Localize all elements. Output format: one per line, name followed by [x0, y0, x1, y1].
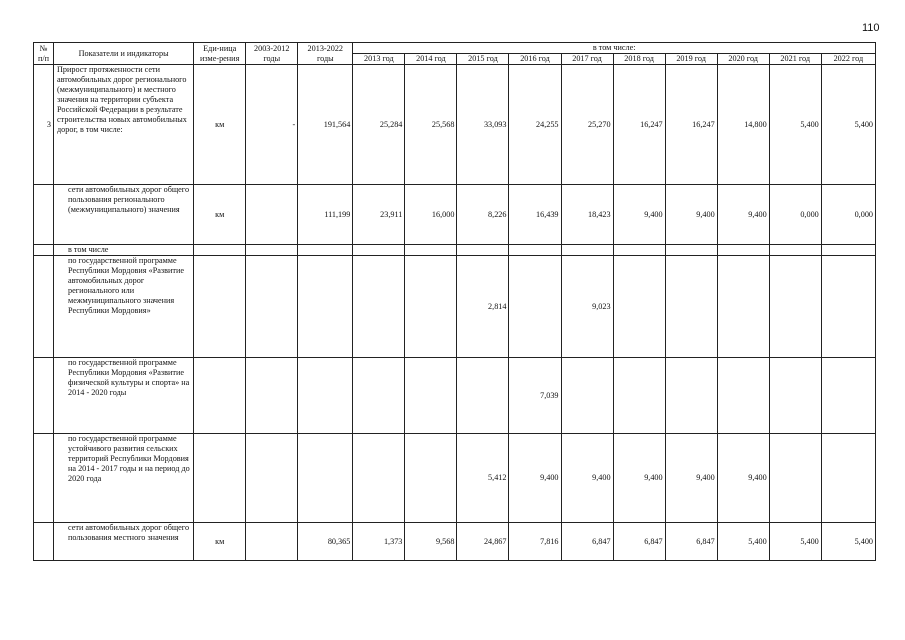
year-value	[405, 434, 457, 523]
year-value: 9,023	[561, 256, 613, 358]
table-row	[34, 65, 876, 185]
year-value: 7,816	[509, 523, 561, 561]
table-body	[34, 65, 876, 561]
year-value: 6,847	[665, 523, 717, 561]
year-value	[665, 245, 717, 256]
year-value: 16,000	[405, 185, 457, 245]
year-value: 9,400	[561, 434, 613, 523]
year-value: 5,412	[457, 434, 509, 523]
year-value	[821, 245, 875, 256]
table-row	[34, 245, 876, 256]
year-header: 2021 год	[769, 54, 821, 65]
period2-value	[298, 358, 353, 434]
year-value: 0,000	[821, 185, 875, 245]
year-value: 5,400	[821, 523, 875, 561]
year-value: 18,423	[561, 185, 613, 245]
year-value: 16,247	[665, 65, 717, 185]
year-value	[613, 256, 665, 358]
col-indicator-header: Показатели и индикаторы	[54, 43, 194, 65]
unit-cell	[194, 358, 246, 434]
row-number	[34, 358, 54, 434]
col-unit-header: Еди-ница изме-рения	[194, 43, 246, 65]
year-value: 24,255	[509, 65, 561, 185]
year-header: 2014 год	[405, 54, 457, 65]
year-value: 5,400	[717, 523, 769, 561]
row-number	[34, 245, 54, 256]
table-row	[34, 523, 876, 561]
unit-cell	[194, 434, 246, 523]
year-value: 16,247	[613, 65, 665, 185]
indicator-label: по государственной программе устойчивого развития сельских территорий Республики Мордовия на 2014 - 2017 годы и на период до 2020 года	[54, 434, 194, 523]
period1-value	[246, 523, 298, 561]
year-header: 2020 год	[717, 54, 769, 65]
year-value	[353, 245, 405, 256]
year-header: 2022 год	[821, 54, 875, 65]
year-value: 5,400	[769, 65, 821, 185]
row-number: 3	[34, 65, 54, 185]
year-value: 9,400	[717, 185, 769, 245]
year-value: 9,400	[717, 434, 769, 523]
indicator-label: Прирост протяженности сети автомобильных дорог регионального (межмуниципального) и местного значения на территории субъекта Российской Федерации в результате строительства новых автомобильных дорог, в том числе:	[54, 65, 194, 185]
period2-value: 111,199	[298, 185, 353, 245]
period2-value	[298, 434, 353, 523]
year-value: 9,568	[405, 523, 457, 561]
table-row	[34, 185, 876, 245]
year-value	[769, 434, 821, 523]
year-value: 6,847	[613, 523, 665, 561]
year-value	[665, 358, 717, 434]
year-value: 25,270	[561, 65, 613, 185]
year-value	[717, 256, 769, 358]
row-number	[34, 185, 54, 245]
period2-value	[298, 245, 353, 256]
year-value	[717, 358, 769, 434]
indicators-table	[33, 42, 876, 561]
year-header: 2016 год	[509, 54, 561, 65]
year-value: 5,400	[769, 523, 821, 561]
period2-value: 191,564	[298, 65, 353, 185]
year-value	[509, 256, 561, 358]
period1-value	[246, 358, 298, 434]
year-value: 2,814	[457, 256, 509, 358]
indicator-label: по государственной программе Республики Мордовия «Развитие автомобильных дорог регионального или межмуниципального значения Республики Мордовия»	[54, 256, 194, 358]
year-value	[353, 434, 405, 523]
year-value	[769, 358, 821, 434]
year-value	[613, 358, 665, 434]
year-value	[457, 245, 509, 256]
year-value: 7,039	[509, 358, 561, 434]
year-value	[353, 256, 405, 358]
period1-value	[246, 245, 298, 256]
year-header: 2019 год	[665, 54, 717, 65]
unit-cell	[194, 245, 246, 256]
page-number: 110	[862, 22, 880, 34]
period2-value	[298, 256, 353, 358]
year-value: 24,867	[457, 523, 509, 561]
year-value: 1,373	[353, 523, 405, 561]
year-value	[717, 245, 769, 256]
year-value: 6,847	[561, 523, 613, 561]
incl-header: в том числе:	[353, 43, 876, 54]
year-value	[821, 358, 875, 434]
year-value: 16,439	[509, 185, 561, 245]
year-value: 9,400	[613, 434, 665, 523]
year-header: 2013 год	[353, 54, 405, 65]
col-num-header: № п/п	[34, 43, 54, 65]
year-value	[353, 358, 405, 434]
year-value: 33,093	[457, 65, 509, 185]
unit-cell: км	[194, 65, 246, 185]
indicator-label: сети автомобильных дорог общего пользования регионального (межмуниципального) значения	[54, 185, 194, 245]
year-header: 2015 год	[457, 54, 509, 65]
period2-value: 80,365	[298, 523, 353, 561]
col-period1-header: 2003-2012 годы	[246, 43, 298, 65]
row-number	[34, 434, 54, 523]
year-value	[509, 245, 561, 256]
year-value: 0,000	[769, 185, 821, 245]
indicator-label: в том числе	[54, 245, 194, 256]
unit-cell: км	[194, 523, 246, 561]
period1-value: -	[246, 65, 298, 185]
period1-value	[246, 185, 298, 245]
year-value: 8,226	[457, 185, 509, 245]
year-value	[769, 256, 821, 358]
year-value: 9,400	[613, 185, 665, 245]
year-value	[821, 256, 875, 358]
year-value	[561, 245, 613, 256]
year-value: 5,400	[821, 65, 875, 185]
year-value: 9,400	[509, 434, 561, 523]
table-row	[34, 358, 876, 434]
year-value	[405, 358, 457, 434]
table-row	[34, 256, 876, 358]
year-value: 9,400	[665, 185, 717, 245]
indicator-label: сети автомобильных дорог общего пользования местного значения	[54, 523, 194, 561]
period1-value	[246, 434, 298, 523]
year-value	[821, 434, 875, 523]
year-header: 2018 год	[613, 54, 665, 65]
year-value: 14,800	[717, 65, 769, 185]
year-value	[405, 256, 457, 358]
year-value	[405, 245, 457, 256]
row-number	[34, 256, 54, 358]
year-value: 23,911	[353, 185, 405, 245]
row-number	[34, 523, 54, 561]
unit-cell	[194, 256, 246, 358]
col-period2-header: 2013-2022 годы	[298, 43, 353, 65]
period1-value	[246, 256, 298, 358]
year-value: 9,400	[665, 434, 717, 523]
year-value	[561, 358, 613, 434]
table-row	[34, 434, 876, 523]
indicator-label: по государственной программе Республики Мордовия «Развитие физической культуры и спорта» на 2014 - 2020 годы	[54, 358, 194, 434]
year-value	[769, 245, 821, 256]
year-value	[613, 245, 665, 256]
unit-cell: км	[194, 185, 246, 245]
year-value	[665, 256, 717, 358]
year-value: 25,568	[405, 65, 457, 185]
year-value: 25,284	[353, 65, 405, 185]
year-value	[457, 358, 509, 434]
year-header: 2017 год	[561, 54, 613, 65]
